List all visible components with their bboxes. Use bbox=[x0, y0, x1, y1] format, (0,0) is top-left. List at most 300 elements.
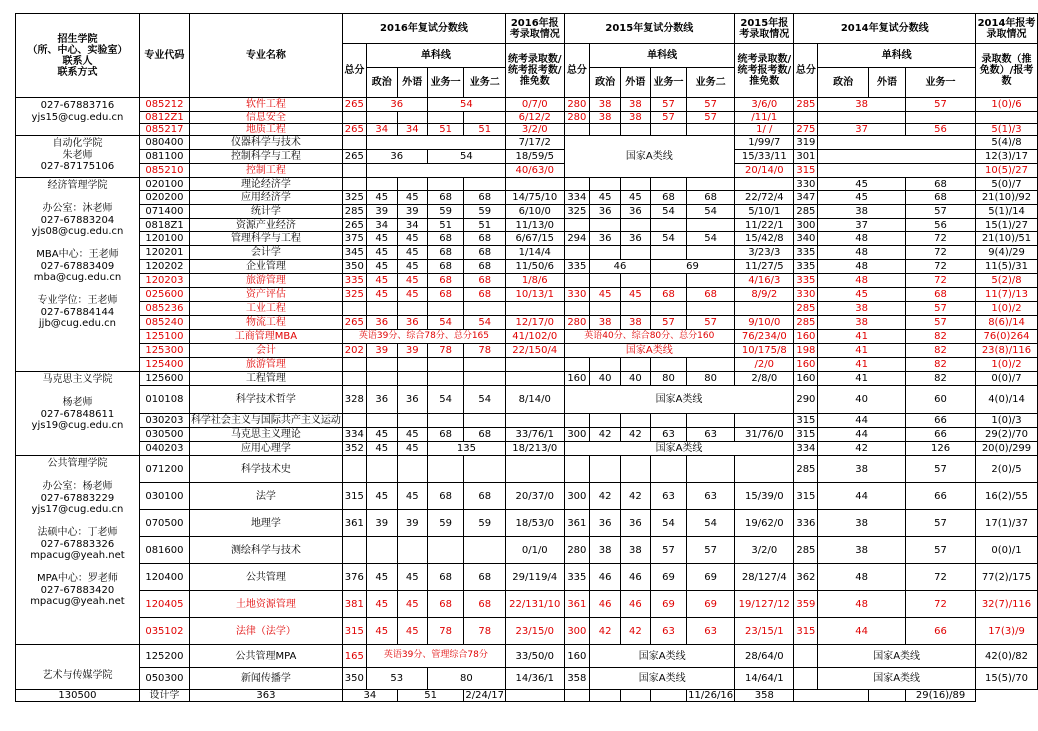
score-2016 bbox=[397, 178, 427, 191]
single-line-2014: 66 bbox=[906, 483, 976, 510]
total-2014: 358 bbox=[735, 690, 794, 702]
table-row bbox=[16, 112, 1038, 124]
score-2016: 36 bbox=[366, 386, 397, 414]
single-line-2014: 57 bbox=[906, 302, 976, 316]
score-2015 bbox=[650, 358, 686, 372]
score-2015: 69 bbox=[687, 591, 735, 618]
admission-2014: 1(0)/2 bbox=[976, 302, 1038, 316]
score-2016: 325 bbox=[342, 191, 366, 205]
contact-line bbox=[17, 238, 138, 250]
admission-2014: 11(5)/31 bbox=[976, 260, 1038, 274]
major-code: 050300 bbox=[139, 668, 189, 690]
score-2015 bbox=[650, 219, 686, 232]
score-2015: 54 bbox=[687, 232, 735, 246]
table-row bbox=[16, 288, 1038, 302]
total-2015: 335 bbox=[564, 260, 590, 274]
score-2016 bbox=[342, 302, 366, 316]
admission-2014: 16(2)/55 bbox=[976, 483, 1038, 510]
score-2016: 51 bbox=[464, 124, 506, 136]
national-line-2014: 国家A类线 bbox=[818, 668, 976, 690]
single-line-2014: 57 bbox=[906, 205, 976, 219]
single-line-2014: 44 bbox=[818, 483, 906, 510]
admission-2015: 10/175/8 bbox=[735, 344, 794, 358]
table-row bbox=[16, 668, 1038, 690]
header-dept: 招生学院 （所、中心、实验室） 联系人 联系方式 bbox=[16, 14, 140, 98]
contact-line: MBA中心：王老师 bbox=[36, 249, 119, 260]
score-2016 bbox=[366, 537, 397, 564]
major-code: 020200 bbox=[139, 191, 189, 205]
table-row bbox=[16, 386, 1038, 414]
major-code: 030500 bbox=[139, 428, 189, 442]
admission-2015: 3/2/0 bbox=[735, 537, 794, 564]
score-2015 bbox=[650, 124, 686, 136]
single-line-2014: 42 bbox=[818, 442, 906, 456]
major-name: 统计学 bbox=[189, 205, 342, 219]
score-2015: 42 bbox=[620, 483, 650, 510]
score-2016: 68 bbox=[464, 232, 506, 246]
admission-2014: 15(1)/27 bbox=[976, 219, 1038, 232]
score-2015 bbox=[590, 456, 621, 483]
table-row bbox=[16, 246, 1038, 260]
total-2014: 198 bbox=[794, 344, 818, 358]
admission-2015: 14/64/1 bbox=[735, 668, 794, 690]
table-row bbox=[16, 358, 1038, 372]
score-2015 bbox=[687, 274, 735, 288]
score-2015: 280 bbox=[564, 537, 590, 564]
table-cell bbox=[818, 112, 906, 124]
score-2015: 54 bbox=[650, 232, 686, 246]
score-2015: 38 bbox=[590, 98, 621, 112]
admission-2016: 2/24/17 bbox=[465, 690, 504, 701]
admission-2015 bbox=[735, 302, 794, 316]
contact-line: yjs15@cug.edu.cn bbox=[31, 111, 124, 123]
admission-2014: 5(2)/8 bbox=[976, 274, 1038, 288]
single-line-2016: 36 bbox=[366, 98, 427, 112]
header-politics: 政治 bbox=[818, 68, 869, 98]
admission-2016: 1/8/6 bbox=[506, 274, 565, 288]
score-2015: 45 bbox=[590, 288, 621, 302]
course-2016: 135 bbox=[427, 442, 505, 456]
contact-info bbox=[16, 645, 140, 690]
score-2016 bbox=[397, 414, 427, 428]
contact-info bbox=[16, 372, 140, 456]
score-2015 bbox=[564, 178, 590, 191]
contact-info bbox=[16, 136, 140, 178]
score-2016 bbox=[464, 178, 506, 191]
admission-2014: 76(0)264 bbox=[976, 330, 1038, 344]
score-2016 bbox=[397, 302, 427, 316]
score-2016: 265 bbox=[342, 316, 366, 330]
score-2016 bbox=[464, 302, 506, 316]
major-name: 仪器科学与技术 bbox=[189, 136, 342, 150]
major-name: 地理学 bbox=[189, 510, 342, 537]
score-2015: 54 bbox=[650, 510, 686, 537]
score-2015: 38 bbox=[590, 537, 621, 564]
score-2016: 45 bbox=[366, 191, 397, 205]
score-2015: 46 bbox=[590, 564, 621, 591]
single-line-2014: 82 bbox=[906, 344, 976, 358]
score-2016: 45 bbox=[366, 428, 397, 442]
score-2015: 334 bbox=[564, 191, 590, 205]
major-name: 理论经济学 bbox=[189, 178, 342, 191]
admission-2016: 8/14/0 bbox=[506, 386, 565, 414]
national-line-2014: 国家A类线 bbox=[818, 645, 976, 668]
total-2014: 335 bbox=[794, 260, 818, 274]
header-single-2016: 单科线 bbox=[366, 44, 505, 68]
score-2016: 54 bbox=[427, 316, 464, 330]
header-adm-sub-2014: 录取数（推免数）/报考数 bbox=[976, 44, 1038, 98]
score-2015: 69 bbox=[650, 591, 686, 618]
score-2015: 42 bbox=[590, 428, 621, 442]
admission-table bbox=[15, 13, 1038, 702]
score-2015: 63 bbox=[687, 428, 735, 442]
score-2016: 68 bbox=[427, 191, 464, 205]
table-row bbox=[16, 690, 1038, 702]
contact-line: 法硕中心：丁老师 bbox=[37, 527, 118, 538]
score-2015: 63 bbox=[687, 483, 735, 510]
admission-2015 bbox=[735, 414, 794, 428]
major-name: 工程管理 bbox=[189, 372, 342, 386]
contact-line bbox=[17, 659, 138, 671]
contact-line: 027-67883229 bbox=[40, 492, 115, 504]
score-2015 bbox=[590, 219, 621, 232]
score-2015: 57 bbox=[687, 537, 735, 564]
score-2015: 57 bbox=[687, 112, 735, 124]
total-2014: 285 bbox=[794, 316, 818, 330]
politics-2016: 45 bbox=[366, 442, 397, 456]
national-line-2015: 国家A类线 bbox=[590, 668, 735, 690]
major-code: 085236 bbox=[139, 302, 189, 316]
score-2015: 330 bbox=[564, 288, 590, 302]
score-2016: 375 bbox=[342, 232, 366, 246]
score-2015 bbox=[687, 219, 735, 232]
score-2016: 328 bbox=[342, 386, 366, 414]
admission-2015: 28/127/4 bbox=[735, 564, 794, 591]
single-line-2014: 68 bbox=[906, 191, 976, 205]
admission-2015: 1/ / bbox=[735, 124, 794, 136]
score-2016: 45 bbox=[397, 288, 427, 302]
single-line-2014: 41 bbox=[818, 344, 906, 358]
score-2015 bbox=[564, 690, 590, 702]
score-2015: 63 bbox=[650, 618, 686, 645]
score-2016 bbox=[464, 112, 506, 124]
table-cell bbox=[342, 164, 366, 178]
major-name: 地质工程 bbox=[189, 124, 342, 136]
total-2015: 358 bbox=[564, 668, 590, 690]
single-line-2014: 57 bbox=[906, 510, 976, 537]
score-2016: 68 bbox=[464, 564, 506, 591]
score-2015: 42 bbox=[590, 618, 621, 645]
major-code: 125100 bbox=[139, 330, 189, 344]
table-row bbox=[16, 136, 1038, 150]
admission-2015: /11/1 bbox=[735, 112, 794, 124]
admission-2014: 2(0)/5 bbox=[976, 456, 1038, 483]
total-2014: 330 bbox=[794, 178, 818, 191]
major-name: 法律（法学） bbox=[189, 618, 342, 645]
score-2016: 68 bbox=[427, 564, 464, 591]
admission-2014: 42(0)/82 bbox=[976, 645, 1038, 668]
contact-line: 027-67884144 bbox=[40, 306, 115, 318]
score-2016 bbox=[464, 414, 506, 428]
total-2014: 290 bbox=[794, 386, 818, 414]
score-2016: 36 bbox=[366, 316, 397, 330]
major-name: 企业管理 bbox=[189, 260, 342, 274]
single-line-2015: 46 bbox=[590, 260, 651, 274]
single-line-2014: 57 bbox=[906, 98, 976, 112]
major-code: 071400 bbox=[139, 205, 189, 219]
table-cell bbox=[366, 136, 505, 150]
score-2015: 40 bbox=[590, 372, 621, 386]
score-2016: 45 bbox=[397, 618, 427, 645]
score-2016 bbox=[342, 358, 366, 372]
single-line-2016: 34 bbox=[342, 690, 397, 702]
score-2016: 59 bbox=[427, 510, 464, 537]
score-2016: 68 bbox=[464, 260, 506, 274]
score-2016: 68 bbox=[464, 246, 506, 260]
score-2015: 46 bbox=[590, 591, 621, 618]
score-2015: 46 bbox=[620, 591, 650, 618]
contact-line: 027-67883204 bbox=[40, 214, 115, 226]
total-2016: 265 bbox=[342, 98, 366, 112]
major-name: 信息安全 bbox=[189, 112, 342, 124]
score-2016 bbox=[342, 112, 366, 124]
admission-2015: 28/64/0 bbox=[735, 645, 794, 668]
national-line-2015: 国家A类线 bbox=[590, 645, 735, 668]
score-2016: 325 bbox=[342, 288, 366, 302]
score-2015: 63 bbox=[650, 428, 686, 442]
total-2014: 285 bbox=[794, 205, 818, 219]
major-name: 新闻传播学 bbox=[189, 668, 342, 690]
admission-2015: 11/22/1 bbox=[735, 219, 794, 232]
contact-line: mba@cug.edu.cn bbox=[33, 272, 122, 283]
major-name: 控制科学与工程 bbox=[189, 150, 342, 164]
score-2016 bbox=[366, 372, 397, 386]
major-name: 物流工程 bbox=[189, 316, 342, 330]
score-2016 bbox=[342, 372, 366, 386]
single-line-2014: 38 bbox=[818, 302, 906, 316]
major-code: 035102 bbox=[139, 618, 189, 645]
total-2014: 315 bbox=[794, 414, 818, 428]
table-cell bbox=[818, 150, 976, 164]
admission-2014: 4(0)/14 bbox=[976, 386, 1038, 414]
score-2015 bbox=[687, 414, 735, 428]
contact-line bbox=[17, 647, 138, 659]
total-2014: 334 bbox=[794, 442, 818, 456]
admission-2016: 3/2/0 bbox=[506, 124, 565, 136]
header-total-2016: 总分 bbox=[342, 44, 366, 98]
score-2016: 51 bbox=[427, 219, 464, 232]
score-2016: 45 bbox=[366, 246, 397, 260]
total-2014: 315 bbox=[794, 483, 818, 510]
score-2015: 294 bbox=[564, 232, 590, 246]
score-2016 bbox=[464, 456, 506, 483]
contact-line: jjb@cug.edu.cn bbox=[38, 318, 117, 329]
score-2016: 45 bbox=[397, 428, 427, 442]
major-name: 工业工程 bbox=[189, 302, 342, 316]
score-2015: 42 bbox=[620, 428, 650, 442]
admission-2015: 23/15/1 bbox=[735, 618, 794, 645]
national-line-2015: 国家A类线 bbox=[564, 136, 735, 178]
score-2016: 39 bbox=[397, 205, 427, 219]
contact-line: yjs19@cug.edu.cn bbox=[31, 420, 124, 431]
contact-line: 马克思主义学院 bbox=[42, 374, 113, 385]
score-2016: 345 bbox=[342, 246, 366, 260]
score-2015: 361 bbox=[564, 591, 590, 618]
admission-2014: 1(0)/3 bbox=[976, 414, 1038, 428]
table-row bbox=[16, 372, 1038, 386]
score-2016: 45 bbox=[397, 591, 427, 618]
single-line-2014: 38 bbox=[818, 456, 906, 483]
admission-2016: 14/36/1 bbox=[506, 668, 565, 690]
score-2015 bbox=[650, 178, 686, 191]
admission-2016: 23/15/0 bbox=[506, 618, 565, 645]
contact-line: 杨老师 bbox=[62, 397, 93, 408]
score-2015: 45 bbox=[590, 191, 621, 205]
single-line-2014: 38 bbox=[818, 205, 906, 219]
score-2016: 39 bbox=[366, 344, 397, 358]
score-2016: 34 bbox=[366, 124, 397, 136]
total-2016: 352 bbox=[342, 442, 366, 456]
total-2014: 285 bbox=[794, 456, 818, 483]
single-line-2014: 48 bbox=[818, 260, 906, 274]
admission-2015: 8/9/2 bbox=[735, 288, 794, 302]
score-2016: 45 bbox=[366, 232, 397, 246]
major-name: 公共管理 bbox=[189, 564, 342, 591]
score-2015: 300 bbox=[564, 618, 590, 645]
admission-2014: 1(0)/2 bbox=[976, 358, 1038, 372]
score-2016: 39 bbox=[397, 344, 427, 358]
major-code: 120203 bbox=[139, 274, 189, 288]
score-2015 bbox=[620, 124, 650, 136]
score-2016: 34 bbox=[366, 219, 397, 232]
header-course1: 业务一 bbox=[925, 77, 956, 88]
total-2016: 265 bbox=[342, 150, 366, 164]
admission-2014: 17(3)/9 bbox=[976, 618, 1038, 645]
single-line-2014: 44 bbox=[818, 414, 906, 428]
score-2015 bbox=[564, 274, 590, 288]
score-2015: 45 bbox=[620, 191, 650, 205]
score-2016: 78 bbox=[427, 618, 464, 645]
major-code: 0812Z1 bbox=[139, 112, 189, 124]
score-2015 bbox=[620, 690, 650, 702]
single-line-2014: 37 bbox=[818, 219, 906, 232]
score-2015: 280 bbox=[564, 98, 590, 112]
score-2015: 57 bbox=[650, 316, 686, 330]
total-2014: 330 bbox=[794, 288, 818, 302]
table-row bbox=[16, 591, 1038, 618]
national-line-2015: 国家A类线 bbox=[564, 442, 794, 456]
single-line-2014: 82 bbox=[906, 330, 976, 344]
header-2015-lines: 2015年复试分数线 bbox=[564, 14, 735, 44]
table-row bbox=[16, 98, 1038, 112]
admission-2014: 29(2)/70 bbox=[976, 428, 1038, 442]
score-2015: 36 bbox=[620, 510, 650, 537]
single-line-2014: 72 bbox=[906, 564, 976, 591]
score-2016: 45 bbox=[366, 483, 397, 510]
score-2015 bbox=[620, 274, 650, 288]
score-2016: 59 bbox=[464, 205, 506, 219]
score-2015 bbox=[650, 274, 686, 288]
table-row bbox=[16, 618, 1038, 645]
table-cell bbox=[818, 136, 976, 150]
major-name: 会计学 bbox=[189, 246, 342, 260]
single-line-2014: 38 bbox=[818, 510, 906, 537]
score-2016: 34 bbox=[397, 124, 427, 136]
major-code: 020100 bbox=[139, 178, 189, 191]
score-2015 bbox=[590, 246, 621, 260]
admission-2016: 6/12/2 bbox=[506, 112, 565, 124]
admission-2015: 3/23/3 bbox=[735, 246, 794, 260]
score-2016: 45 bbox=[366, 564, 397, 591]
major-name: 工商管理MBA bbox=[189, 330, 342, 344]
admission-2016: 22/150/4 bbox=[506, 344, 565, 358]
admission-2014: 10(5)/27 bbox=[976, 164, 1038, 178]
admission-2016: 29/119/4 bbox=[506, 564, 565, 591]
score-2015 bbox=[620, 358, 650, 372]
admission-2015: 1/99/7 bbox=[735, 136, 794, 150]
score-2016 bbox=[427, 372, 464, 386]
table-row bbox=[16, 442, 1038, 456]
contact-line: MPA中心：罗老师 bbox=[37, 573, 118, 584]
table-cell bbox=[342, 136, 366, 150]
major-code: 125400 bbox=[139, 358, 189, 372]
header-2016-lines: 2016年复试分数线 bbox=[342, 14, 505, 44]
score-2016 bbox=[366, 414, 397, 428]
total-2014: 160 bbox=[794, 372, 818, 386]
single-line-2014: 68 bbox=[906, 288, 976, 302]
contact-line: 经济管理学院 bbox=[47, 180, 108, 191]
header-politics: 政治 bbox=[590, 68, 621, 98]
score-2016: 54 bbox=[427, 386, 464, 414]
single-line-2014: 37 bbox=[818, 124, 906, 136]
score-2015: 40 bbox=[620, 372, 650, 386]
score-2016: 45 bbox=[397, 483, 427, 510]
admission-2015: 2/8/0 bbox=[735, 372, 794, 386]
admission-2016: 20/37/0 bbox=[506, 483, 565, 510]
header-foreign: 外语 bbox=[397, 68, 427, 98]
table-row bbox=[16, 456, 1038, 483]
major-name: 土地资源管理 bbox=[189, 591, 342, 618]
score-2015: 69 bbox=[650, 564, 686, 591]
score-2016 bbox=[397, 358, 427, 372]
admission-2014: 29(16)/89 bbox=[906, 690, 976, 702]
single-line-2014: 82 bbox=[906, 358, 976, 372]
major-code: 030100 bbox=[139, 483, 189, 510]
score-2015: 38 bbox=[590, 316, 621, 330]
score-2015: 36 bbox=[620, 205, 650, 219]
score-2016 bbox=[342, 414, 366, 428]
contact-line: 027-87175106 bbox=[40, 161, 115, 172]
contact-line: 027-67883716 bbox=[40, 100, 115, 111]
score-2016: 45 bbox=[366, 260, 397, 274]
contact-line bbox=[17, 284, 138, 296]
header-single-2015: 单科线 bbox=[590, 44, 735, 68]
score-2016 bbox=[366, 302, 397, 316]
header-course2: 业务二 bbox=[687, 68, 735, 98]
major-code: 080400 bbox=[139, 136, 189, 150]
header-code: 专业代码 bbox=[139, 14, 189, 98]
contact-line: 公共管理学院 bbox=[47, 458, 108, 469]
contact-info bbox=[16, 98, 140, 136]
contact-line: 艺术与传媒学院 bbox=[42, 670, 113, 681]
total-2016: 363 bbox=[189, 690, 342, 702]
score-2015: 57 bbox=[687, 316, 735, 330]
single-line-2014: 57 bbox=[906, 316, 976, 330]
score-2016: 51 bbox=[464, 219, 506, 232]
score-2016: 59 bbox=[464, 510, 506, 537]
admission-2015: 76/234/0 bbox=[735, 330, 794, 344]
single-line-2014: 48 bbox=[818, 246, 906, 260]
